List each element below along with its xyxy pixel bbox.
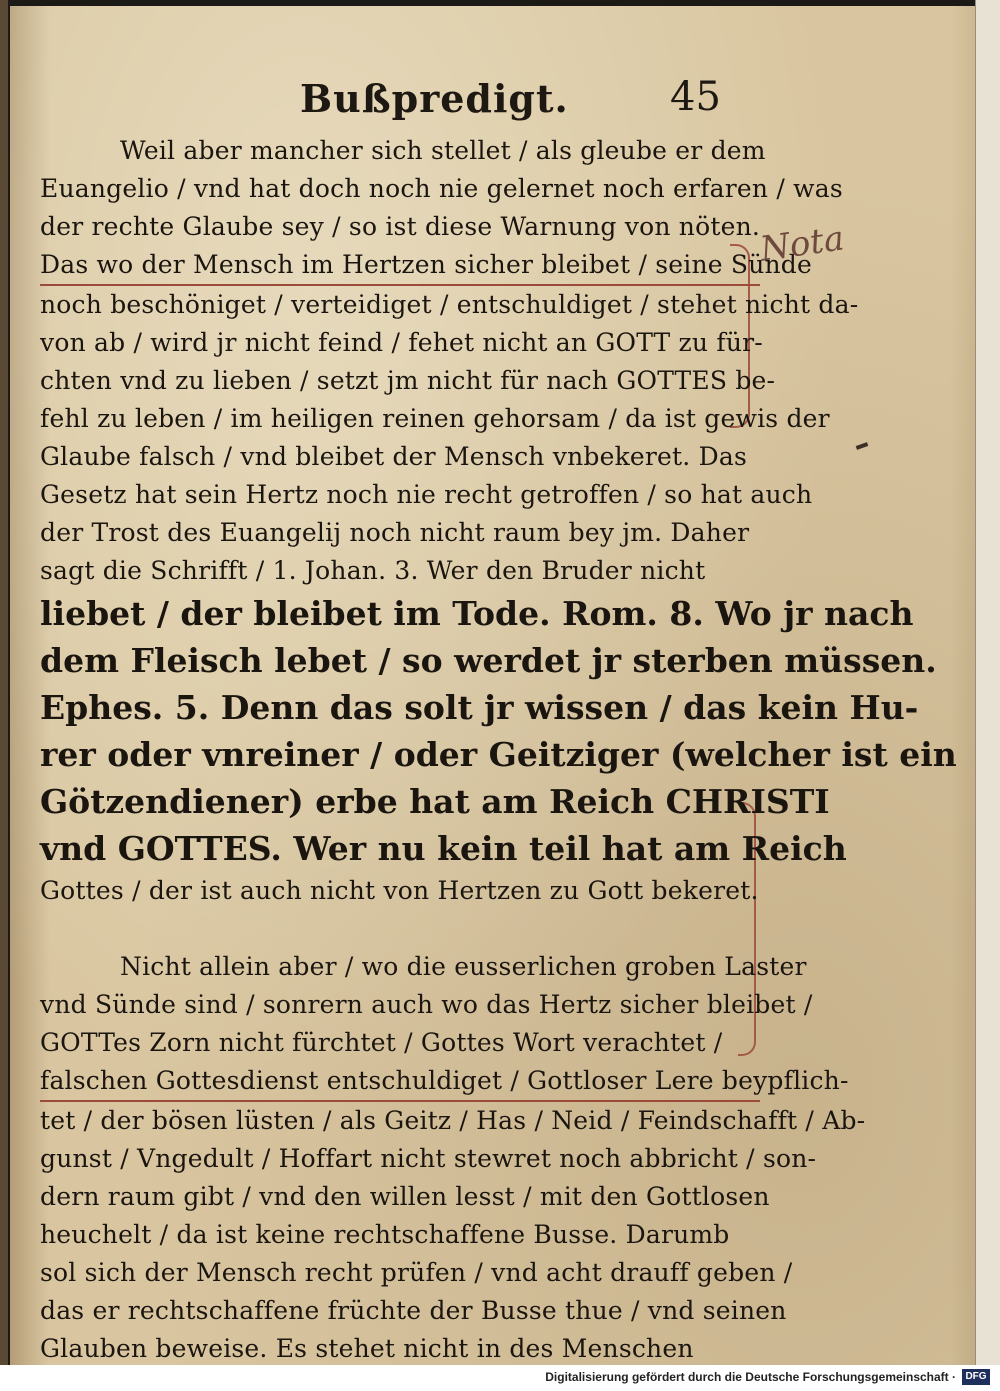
text-line: Glaube falsch / vnd bleibet der Mensch vnbekeret. Das bbox=[40, 442, 747, 471]
text-line: GOTTes Zorn nicht fürchtet / Gottes Wort verachtet / bbox=[40, 1028, 723, 1057]
book-page bbox=[10, 6, 1000, 1365]
dfg-logo: DFG bbox=[962, 1369, 990, 1385]
text-line: Glauben beweise. Es stehet nicht in des Menschen bbox=[40, 1334, 694, 1363]
running-title: Bußpredigt. bbox=[300, 76, 569, 121]
text-line: vnd Sünde sind / sonrern auch wo das Hertz sicher bleibet / bbox=[40, 990, 813, 1019]
margin-note: Nota bbox=[757, 218, 847, 270]
text-line: Gottes / der ist auch nicht von Hertzen zu Gott bekeret. bbox=[40, 876, 759, 905]
page-header bbox=[10, 6, 1000, 126]
footer-credit: Digitalisierung gefördert durch die Deutsche Forschungsgemeinschaft · bbox=[545, 1370, 956, 1384]
text-line: sol sich der Mensch recht prüfen / vnd acht drauff geben / bbox=[40, 1258, 793, 1287]
text-line: von ab / wird jr nicht feind / fehet nicht an GOTT zu für- bbox=[40, 328, 763, 357]
text-line: liebet / der bleibet im Tode. Rom. 8. Wo jr nach bbox=[40, 594, 914, 633]
text-line: der Trost des Euangelij noch nicht raum bey jm. Daher bbox=[40, 518, 750, 547]
text-line: Weil aber mancher sich stellet / als gleube er dem bbox=[120, 136, 766, 165]
text-line: das er rechtschaffene früchte der Busse thue / vnd seinen bbox=[40, 1296, 787, 1325]
text-line: heuchelt / da ist keine rechtschaffene Busse. Darumb bbox=[40, 1220, 730, 1249]
margin-mark bbox=[856, 442, 869, 450]
text-line: gunst / Vngedult / Hoffart nicht stewret noch abbricht / son- bbox=[40, 1144, 817, 1173]
scan-color-bar bbox=[975, 0, 1000, 1365]
text-line: Euangelio / vnd hat doch noch nie gelernet noch erfaren / was bbox=[40, 174, 843, 203]
text-line: dem Fleisch lebet / so werdet jr sterben müssen. bbox=[40, 641, 937, 680]
text-line: Ephes. 5. Denn das solt jr wissen / das kein Hu- bbox=[40, 688, 919, 727]
book-edge bbox=[0, 0, 8, 1365]
text-line: Das wo der Mensch im Hertzen sicher bleibet / seine Sünde bbox=[40, 246, 760, 286]
text-line: Nicht allein aber / wo die eusserlichen groben Laster bbox=[120, 952, 807, 981]
text-line: tet / der bösen lüsten / als Geitz / Has / Neid / Feindschafft / Ab- bbox=[40, 1106, 866, 1135]
text-line: Gesetz hat sein Hertz noch nie recht getroffen / so hat auch bbox=[40, 480, 813, 509]
text-line: falschen Gottesdienst entschuldiget / Gottloser Lere beypflich- bbox=[40, 1062, 760, 1102]
text-line: noch beschöniget / verteidiget / entschuldiget / stehet nicht da- bbox=[40, 290, 859, 319]
text-line: sagt die Schrifft / 1. Johan. 3. Wer den Bruder nicht bbox=[40, 556, 706, 585]
paragraph-gap bbox=[40, 910, 760, 948]
text-line: dern raum gibt / vnd den willen lesst / mit den Gottlosen bbox=[40, 1182, 770, 1211]
text-line: Götzendiener) erbe hat am Reich CHRISTI bbox=[40, 782, 830, 821]
text-line: der rechte Glaube sey / so ist diese Warnung von nöten. bbox=[40, 212, 761, 241]
text-line: fehl zu leben / im heiligen reinen gehorsam / da ist gewis der bbox=[40, 404, 830, 433]
text-line: vnd GOTTES. Wer nu kein teil hat am Reich bbox=[40, 829, 847, 868]
text-line: chten vnd zu lieben / setzt jm nicht für nach GOTTES be- bbox=[40, 366, 776, 395]
footer bbox=[0, 1365, 1000, 1391]
text-line: rer oder vnreiner / oder Geitziger (welcher ist ein bbox=[40, 735, 957, 774]
page-number: 45 bbox=[670, 74, 721, 120]
